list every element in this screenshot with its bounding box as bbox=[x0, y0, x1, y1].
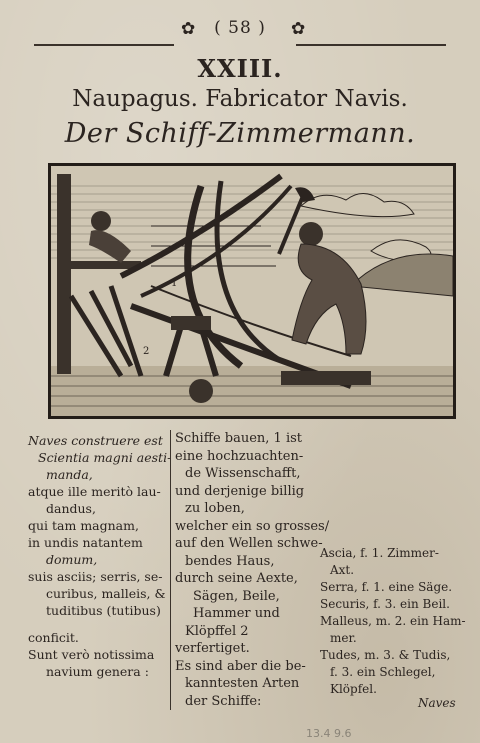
flower-ornament-icon: ✿ bbox=[291, 19, 306, 39]
figure-number-2: 2 bbox=[143, 346, 150, 357]
german-line: der Schiffe: bbox=[185, 693, 262, 709]
vocab-line: mer. bbox=[330, 631, 357, 645]
german-line: Klöpffel 2 bbox=[185, 623, 249, 639]
vocab-line: Malleus, m. 2. ein Ham- bbox=[320, 614, 466, 628]
latin-line: manda, bbox=[46, 467, 93, 482]
vocab-line: Serra, f. 1. eine Säge. bbox=[320, 580, 453, 594]
latin-line: curibus, malleis, & bbox=[46, 586, 166, 601]
german-line: de Wissenschafft, bbox=[185, 466, 301, 481]
pencil-note: 13.4 9.6 bbox=[306, 727, 352, 740]
vocab-line: Ascia, f. 1. Zimmer- bbox=[320, 546, 439, 560]
page-number: ( 58 ) bbox=[214, 18, 266, 38]
german-text-column bbox=[170, 430, 330, 710]
header-rule bbox=[34, 44, 174, 46]
german-line: verfertiget. bbox=[175, 641, 250, 656]
latin-line: navium genera : bbox=[46, 664, 149, 679]
german-line: auf den Wellen schwe- bbox=[175, 536, 323, 551]
page-header bbox=[0, 14, 480, 42]
shipwright-woodcut bbox=[51, 166, 453, 416]
german-line: welcher ein so grosses/ bbox=[175, 518, 330, 534]
woodcut-illustration bbox=[48, 163, 456, 419]
latin-line: Sunt verò notissima bbox=[28, 647, 155, 662]
vocabulary-column bbox=[320, 545, 470, 698]
vocab-line: Axt. bbox=[330, 563, 355, 577]
latin-text-column bbox=[28, 432, 170, 680]
latin-line: qui tam magnam, bbox=[28, 518, 139, 533]
vocab-line: Klöpfel. bbox=[330, 682, 377, 696]
header-rule bbox=[296, 44, 446, 46]
latin-line: atque ille meritò lau- bbox=[28, 484, 161, 499]
latin-title: Naupagus. Fabricator Navis. bbox=[72, 86, 408, 112]
german-line: und derjenige billig bbox=[175, 483, 305, 499]
vocab-line: f. 3. ein Schlegel, bbox=[330, 665, 436, 679]
german-line: Hammer und bbox=[193, 606, 280, 621]
catchword: Naves bbox=[418, 696, 456, 710]
latin-line: dandus, bbox=[46, 501, 96, 516]
german-line: Sägen, Beile, bbox=[193, 588, 280, 604]
german-line: bendes Haus, bbox=[185, 553, 275, 569]
german-line: kanntesten Arten bbox=[185, 676, 300, 691]
chapter-number: XXIII. bbox=[197, 54, 283, 83]
latin-line: tuditibus (tutibus) bbox=[46, 603, 161, 618]
latin-line: Scientia magni aesti- bbox=[38, 450, 172, 465]
german-line: durch seine Aexte, bbox=[175, 571, 298, 586]
german-line: Schiffe bauen, 1 ist bbox=[175, 431, 303, 446]
vocab-line: Securis, f. 3. ein Beil. bbox=[320, 597, 450, 611]
latin-line: conficit. bbox=[28, 630, 79, 645]
figure-number-1: 1 bbox=[171, 278, 178, 289]
flower-ornament-icon: ✿ bbox=[181, 19, 196, 39]
latin-line: domum, bbox=[46, 552, 98, 567]
latin-line: suis asciis; serris, se- bbox=[28, 569, 163, 584]
latin-line: in undis natantem bbox=[28, 535, 143, 550]
german-line: Es sind aber die be- bbox=[175, 658, 306, 674]
german-line: zu loben, bbox=[185, 501, 245, 516]
german-line: eine hochzuachten- bbox=[175, 448, 304, 464]
vocab-line: Tudes, m. 3. & Tudis, bbox=[320, 648, 451, 662]
german-title: Der Schiff-Zimmermann. bbox=[64, 118, 416, 149]
latin-line: Naves construere est bbox=[28, 433, 163, 448]
